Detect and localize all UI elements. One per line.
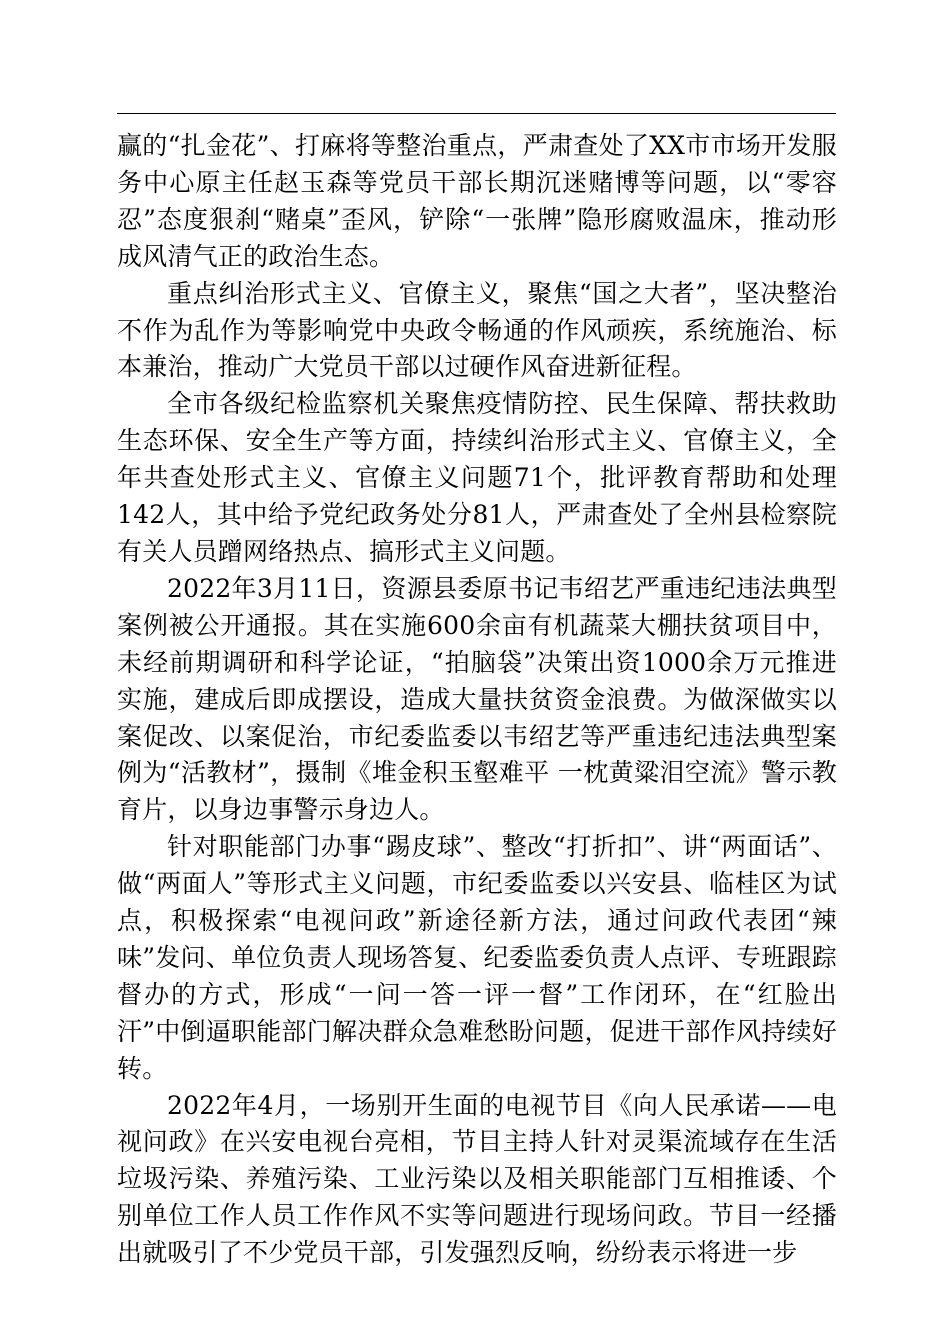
paragraph-2: 重点纠治形式主义、官僚主义，聚焦“国之大者”，坚决整治不作为乱作为等影响党中央政令畅通的作风顽疾，系统施治、标本兼治，推动广大党员干部以过硬作风奋进新征程。 [117,278,837,382]
header-rule [117,113,836,114]
paragraph-3: 全市各级纪检监察机关聚焦疫情防控、民生保障、帮扶救助生态环保、安全生产等方面，持续纠治形式主义、官僚主义，全年共查处形式主义、官僚主义问题71个，批评教育帮助和处理142人，其中给予党纪政务处分81人，严肃查处了全州县检察院有关人员蹭网络热点、搞形式主义问题。 [117,389,837,566]
paragraph-4: 2022年3月11日，资源县委原书记韦绍艺严重违纪违法典型案例被公开通报。其在实施600余亩有机蔬菜大棚扶贫项目中，未经前期调研和科学论证，“拍脑袋”决策出资1000余万元推进实施，建成后即成摆设，造成大量扶贫资金浪费。为做深做实以案促改、以案促治，市纪委监委以韦绍艺等严重违纪违法典型案例为“活教材”，摄制《堆金积玉壑难平 一枕黄粱泪空流》警示教育片，以身边事警示身边人。 [117,573,837,825]
paragraph-5: 针对职能部门办事“踢皮球”、整改“打折扣”、讲“两面话”、做“两面人”等形式主义问题，市纪委监委以兴安县、临桂区为试点，积极探索“电视问政”新途径新方法，通过问政代表团“辣味”发问、单位负责人现场答复、纪委监委负责人点评、专班跟踪督办的方式，形成“一问一答一评一督”工作闭环，在“红脸出汗”中倒逼职能部门解决群众急难愁盼问题，促进干部作风持续好转。 [117,832,837,1083]
document-body [117,128,837,1272]
paragraph-6: 2022年4月，一场别开生面的电视节目《向人民承诺——电视问政》在兴安电视台亮相，节目主持人针对灵渠流域存在生活垃圾污染、养殖污染、工业污染以及相关职能部门互相推诿、个别单位工作人员工作作风不实等问题进行现场问政。节目一经播出就吸引了不少党员干部，引发强烈反响，纷纷表示将进一步 [117,1090,837,1268]
paragraph-1: 赢的“扎金花”、打麻将等整治重点，严肃查处了XX市市场开发服务中心原主任赵玉森等党员干部长期沉迷赌博等问题，以“零容忍”态度狠刹“赌桌”歪风，铲除“一张牌”隐形腐败温床，推动形成风清气正的政治生态。 [117,131,837,271]
